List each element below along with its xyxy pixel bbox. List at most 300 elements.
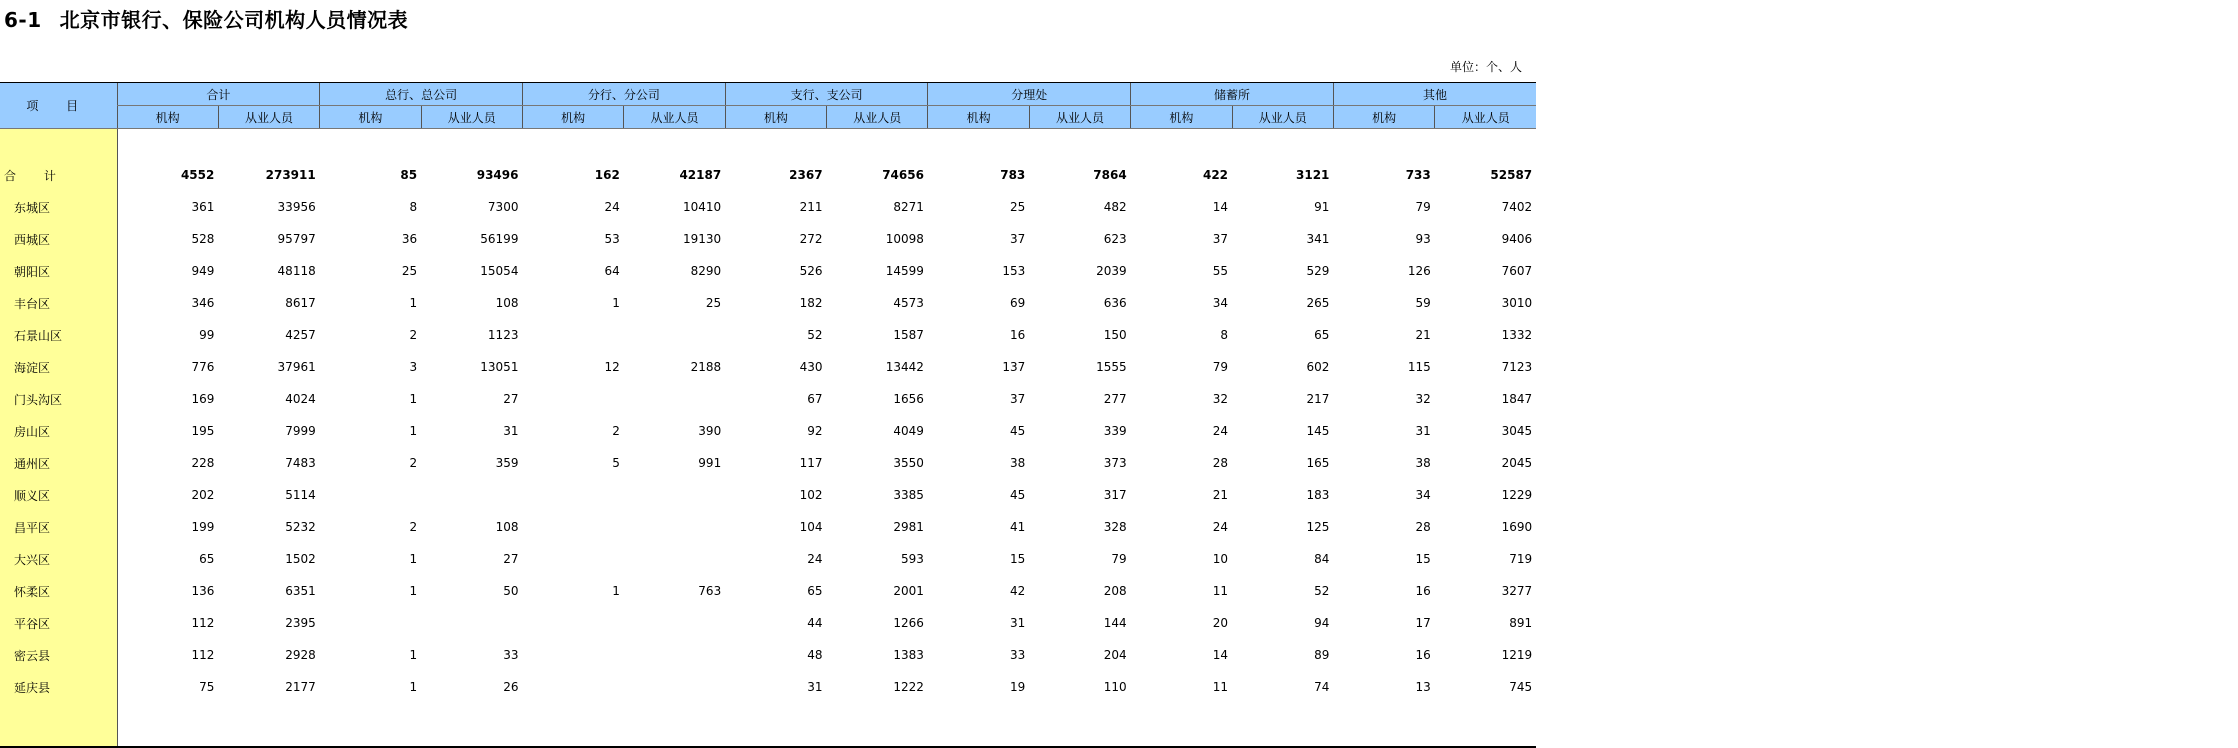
table-row [0, 223, 1536, 255]
cell-staff: 91 [1232, 191, 1333, 223]
total-row [0, 159, 1536, 191]
table-row [0, 511, 1536, 543]
cell-staff: 719 [1435, 543, 1536, 575]
cell-staff: 745 [1435, 671, 1536, 703]
header-staff: 从业人员 [1232, 106, 1333, 129]
cell-staff: 273911 [218, 159, 319, 191]
cell-staff: 89 [1232, 639, 1333, 671]
cell-institutions: 528 [117, 223, 218, 255]
header-institution: 机构 [1131, 106, 1232, 129]
cell-institutions: 14 [1131, 639, 1232, 671]
header-group: 其他 [1333, 83, 1536, 106]
cell-staff: 7999 [218, 415, 319, 447]
row-label: 合 计 [0, 159, 117, 191]
cell-staff: 7483 [218, 447, 319, 479]
cell-staff: 4049 [827, 415, 928, 447]
cell-staff: 50 [421, 575, 522, 607]
cell-institutions: 1 [320, 671, 421, 703]
cell-institutions: 20 [1131, 607, 1232, 639]
cell-institutions: 430 [725, 351, 826, 383]
cell-staff: 623 [1029, 223, 1130, 255]
header-institution: 机构 [928, 106, 1029, 129]
cell-institutions: 199 [117, 511, 218, 543]
cell-institutions: 195 [117, 415, 218, 447]
data-table [0, 82, 1536, 748]
cell-institutions: 79 [1131, 351, 1232, 383]
cell-staff: 150 [1029, 319, 1130, 351]
cell-staff: 7300 [421, 191, 522, 223]
cell-staff: 3385 [827, 479, 928, 511]
cell-institutions: 85 [320, 159, 421, 191]
cell-institutions: 75 [117, 671, 218, 703]
cell-staff: 5232 [218, 511, 319, 543]
cell-institutions: 34 [1131, 287, 1232, 319]
row-label: 西城区 [0, 223, 117, 255]
table-row [0, 639, 1536, 671]
cell-staff: 529 [1232, 255, 1333, 287]
row-label: 丰台区 [0, 287, 117, 319]
cell-staff: 3277 [1435, 575, 1536, 607]
cell-institutions: 126 [1333, 255, 1434, 287]
cell-staff: 1656 [827, 383, 928, 415]
row-label: 海淀区 [0, 351, 117, 383]
cell-institutions: 2 [320, 319, 421, 351]
cell-institutions: 16 [928, 319, 1029, 351]
cell-staff: 7123 [1435, 351, 1536, 383]
cell-institutions: 44 [725, 607, 826, 639]
cell-institutions [522, 479, 623, 511]
cell-staff: 328 [1029, 511, 1130, 543]
cell-staff: 1383 [827, 639, 928, 671]
cell-institutions: 2 [320, 511, 421, 543]
cell-staff [624, 543, 725, 575]
cell-institutions: 361 [117, 191, 218, 223]
row-label: 延庆县 [0, 671, 117, 703]
cell-institutions: 24 [1131, 415, 1232, 447]
cell-institutions: 14 [1131, 191, 1232, 223]
cell-institutions: 16 [1333, 575, 1434, 607]
header-group: 分行、分公司 [522, 83, 725, 106]
cell-institutions: 4552 [117, 159, 218, 191]
cell-institutions: 28 [1333, 511, 1434, 543]
cell-staff: 3045 [1435, 415, 1536, 447]
cell-institutions [522, 607, 623, 639]
cell-staff: 2045 [1435, 447, 1536, 479]
filler-row [0, 703, 1536, 747]
header-row-groups [0, 83, 1536, 106]
cell-institutions: 8 [320, 191, 421, 223]
cell-staff: 359 [421, 447, 522, 479]
cell-staff: 37961 [218, 351, 319, 383]
cell-staff: 2039 [1029, 255, 1130, 287]
header-group: 支行、支公司 [725, 83, 928, 106]
cell-institutions: 48 [725, 639, 826, 671]
cell-institutions: 37 [928, 223, 1029, 255]
table-row [0, 255, 1536, 287]
cell-staff: 5114 [218, 479, 319, 511]
header-staff: 从业人员 [827, 106, 928, 129]
cell-staff: 183 [1232, 479, 1333, 511]
cell-staff: 10098 [827, 223, 928, 255]
cell-institutions: 228 [117, 447, 218, 479]
cell-staff: 74 [1232, 671, 1333, 703]
cell-staff: 9406 [1435, 223, 1536, 255]
cell-institutions: 53 [522, 223, 623, 255]
table-row [0, 575, 1536, 607]
cell-institutions: 55 [1131, 255, 1232, 287]
row-label: 顺义区 [0, 479, 117, 511]
cell-institutions: 65 [725, 575, 826, 607]
header-group: 分理处 [928, 83, 1131, 106]
cell-institutions: 202 [117, 479, 218, 511]
table-number: 6-1 [4, 8, 42, 32]
cell-institutions: 136 [117, 575, 218, 607]
cell-institutions: 33 [928, 639, 1029, 671]
row-label: 东城区 [0, 191, 117, 223]
cell-institutions: 3 [320, 351, 421, 383]
cell-institutions [320, 479, 421, 511]
cell-staff [624, 319, 725, 351]
cell-institutions: 776 [117, 351, 218, 383]
cell-institutions: 1 [522, 575, 623, 607]
cell-institutions: 65 [117, 543, 218, 575]
cell-staff: 2188 [624, 351, 725, 383]
cell-institutions: 38 [928, 447, 1029, 479]
cell-institutions: 211 [725, 191, 826, 223]
row-label: 门头沟区 [0, 383, 117, 415]
cell-institutions: 2 [522, 415, 623, 447]
header-institution: 机构 [117, 106, 218, 129]
cell-staff: 4024 [218, 383, 319, 415]
cell-institutions: 15 [1333, 543, 1434, 575]
row-label: 朝阳区 [0, 255, 117, 287]
cell-institutions: 42 [928, 575, 1029, 607]
cell-staff: 265 [1232, 287, 1333, 319]
cell-staff: 339 [1029, 415, 1130, 447]
cell-staff: 4257 [218, 319, 319, 351]
cell-staff [624, 511, 725, 543]
cell-staff: 204 [1029, 639, 1130, 671]
cell-staff: 42187 [624, 159, 725, 191]
row-label: 密云县 [0, 639, 117, 671]
cell-institutions: 31 [928, 607, 1029, 639]
cell-institutions: 45 [928, 479, 1029, 511]
header-institution: 机构 [320, 106, 421, 129]
cell-institutions: 8 [1131, 319, 1232, 351]
cell-staff: 7607 [1435, 255, 1536, 287]
cell-staff: 1332 [1435, 319, 1536, 351]
header-institution: 机构 [1333, 106, 1434, 129]
cell-staff: 94 [1232, 607, 1333, 639]
cell-staff: 1690 [1435, 511, 1536, 543]
cell-institutions: 24 [1131, 511, 1232, 543]
cell-staff: 2001 [827, 575, 928, 607]
cell-institutions: 346 [117, 287, 218, 319]
cell-institutions: 12 [522, 351, 623, 383]
cell-staff: 217 [1232, 383, 1333, 415]
cell-institutions: 182 [725, 287, 826, 319]
cell-staff: 763 [624, 575, 725, 607]
cell-institutions [522, 511, 623, 543]
cell-staff: 52587 [1435, 159, 1536, 191]
cell-institutions: 93 [1333, 223, 1434, 255]
cell-staff: 1219 [1435, 639, 1536, 671]
header-staff: 从业人员 [218, 106, 319, 129]
cell-institutions: 31 [1333, 415, 1434, 447]
cell-institutions: 21 [1333, 319, 1434, 351]
cell-staff: 1123 [421, 319, 522, 351]
cell-staff [624, 607, 725, 639]
cell-institutions: 949 [117, 255, 218, 287]
cell-staff: 110 [1029, 671, 1130, 703]
row-label: 昌平区 [0, 511, 117, 543]
cell-staff: 31 [421, 415, 522, 447]
table-row [0, 447, 1536, 479]
cell-staff: 25 [624, 287, 725, 319]
cell-staff: 14599 [827, 255, 928, 287]
cell-staff: 27 [421, 543, 522, 575]
cell-institutions [522, 639, 623, 671]
cell-institutions: 11 [1131, 671, 1232, 703]
cell-staff: 277 [1029, 383, 1130, 415]
cell-institutions: 45 [928, 415, 1029, 447]
cell-staff: 144 [1029, 607, 1130, 639]
cell-institutions: 99 [117, 319, 218, 351]
row-label: 房山区 [0, 415, 117, 447]
cell-institutions: 2367 [725, 159, 826, 191]
cell-staff: 1587 [827, 319, 928, 351]
cell-staff: 317 [1029, 479, 1130, 511]
table-row [0, 543, 1536, 575]
row-label: 石景山区 [0, 319, 117, 351]
cell-staff: 10410 [624, 191, 725, 223]
cell-staff: 991 [624, 447, 725, 479]
cell-staff: 7864 [1029, 159, 1130, 191]
cell-institutions: 272 [725, 223, 826, 255]
cell-staff: 6351 [218, 575, 319, 607]
header-group: 总行、总公司 [320, 83, 523, 106]
table-title: 北京市银行、保险公司机构人员情况表 [60, 8, 409, 32]
cell-staff: 4573 [827, 287, 928, 319]
cell-institutions: 10 [1131, 543, 1232, 575]
table-row [0, 287, 1536, 319]
table-row [0, 415, 1536, 447]
header-row-sub [0, 106, 1536, 129]
cell-institutions: 11 [1131, 575, 1232, 607]
cell-staff: 208 [1029, 575, 1130, 607]
cell-staff: 602 [1232, 351, 1333, 383]
cell-institutions: 137 [928, 351, 1029, 383]
cell-institutions [320, 607, 421, 639]
cell-staff: 15054 [421, 255, 522, 287]
cell-institutions: 64 [522, 255, 623, 287]
header-staff: 从业人员 [624, 106, 725, 129]
cell-staff: 33956 [218, 191, 319, 223]
cell-staff: 3550 [827, 447, 928, 479]
cell-institutions: 162 [522, 159, 623, 191]
cell-institutions: 102 [725, 479, 826, 511]
cell-staff: 636 [1029, 287, 1130, 319]
row-label: 大兴区 [0, 543, 117, 575]
cell-institutions: 24 [725, 543, 826, 575]
cell-staff: 593 [827, 543, 928, 575]
header-staff: 从业人员 [421, 106, 522, 129]
table-row [0, 383, 1536, 415]
cell-institutions: 32 [1131, 383, 1232, 415]
cell-staff: 33 [421, 639, 522, 671]
header-staff: 从业人员 [1029, 106, 1130, 129]
cell-institutions: 31 [725, 671, 826, 703]
cell-staff [624, 479, 725, 511]
cell-staff [624, 671, 725, 703]
cell-institutions: 92 [725, 415, 826, 447]
cell-staff: 65 [1232, 319, 1333, 351]
cell-staff: 52 [1232, 575, 1333, 607]
cell-institutions: 38 [1333, 447, 1434, 479]
cell-institutions [522, 383, 623, 415]
page-title [4, 4, 408, 33]
cell-staff: 93496 [421, 159, 522, 191]
cell-staff: 2981 [827, 511, 928, 543]
cell-institutions: 1 [320, 575, 421, 607]
cell-institutions: 37 [1131, 223, 1232, 255]
cell-institutions: 117 [725, 447, 826, 479]
cell-staff: 13051 [421, 351, 522, 383]
table-row [0, 671, 1536, 703]
cell-institutions: 41 [928, 511, 1029, 543]
cell-staff: 84 [1232, 543, 1333, 575]
cell-institutions: 32 [1333, 383, 1434, 415]
table-row [0, 479, 1536, 511]
cell-staff: 341 [1232, 223, 1333, 255]
cell-staff: 13442 [827, 351, 928, 383]
cell-staff: 8271 [827, 191, 928, 223]
cell-institutions: 36 [320, 223, 421, 255]
cell-staff: 48118 [218, 255, 319, 287]
cell-institutions: 153 [928, 255, 1029, 287]
cell-institutions: 69 [928, 287, 1029, 319]
table-body [0, 129, 1536, 748]
cell-institutions: 783 [928, 159, 1029, 191]
cell-institutions: 59 [1333, 287, 1434, 319]
header-institution: 机构 [522, 106, 623, 129]
cell-staff [421, 479, 522, 511]
cell-institutions: 1 [320, 543, 421, 575]
cell-staff: 8617 [218, 287, 319, 319]
cell-staff: 1502 [218, 543, 319, 575]
cell-institutions [522, 319, 623, 351]
header-institution: 机构 [725, 106, 826, 129]
cell-institutions: 2 [320, 447, 421, 479]
cell-staff: 165 [1232, 447, 1333, 479]
cell-staff: 19130 [624, 223, 725, 255]
header-item: 项 目 [0, 83, 117, 129]
cell-staff: 3121 [1232, 159, 1333, 191]
cell-institutions: 115 [1333, 351, 1434, 383]
row-label: 通州区 [0, 447, 117, 479]
cell-staff: 7402 [1435, 191, 1536, 223]
cell-staff: 1555 [1029, 351, 1130, 383]
table-row [0, 351, 1536, 383]
cell-institutions: 34 [1333, 479, 1434, 511]
cell-institutions: 37 [928, 383, 1029, 415]
cell-institutions: 1 [320, 639, 421, 671]
cell-staff [421, 607, 522, 639]
header-group: 合计 [117, 83, 320, 106]
cell-staff [624, 639, 725, 671]
cell-staff: 1847 [1435, 383, 1536, 415]
cell-institutions: 1 [320, 415, 421, 447]
cell-staff: 2177 [218, 671, 319, 703]
cell-staff: 125 [1232, 511, 1333, 543]
row-label: 平谷区 [0, 607, 117, 639]
cell-institutions: 21 [1131, 479, 1232, 511]
cell-institutions: 79 [1333, 191, 1434, 223]
cell-staff: 27 [421, 383, 522, 415]
row-label: 怀柔区 [0, 575, 117, 607]
cell-institutions: 15 [928, 543, 1029, 575]
cell-institutions: 17 [1333, 607, 1434, 639]
cell-staff: 74656 [827, 159, 928, 191]
cell-institutions: 1 [320, 287, 421, 319]
cell-institutions: 25 [320, 255, 421, 287]
spacer-row [0, 129, 1536, 160]
table-row [0, 319, 1536, 351]
cell-staff: 2928 [218, 639, 319, 671]
header-group: 储蓄所 [1131, 83, 1334, 106]
cell-staff: 373 [1029, 447, 1130, 479]
cell-staff: 1222 [827, 671, 928, 703]
cell-staff: 8290 [624, 255, 725, 287]
cell-staff: 26 [421, 671, 522, 703]
cell-institutions: 526 [725, 255, 826, 287]
cell-institutions: 24 [522, 191, 623, 223]
cell-staff [624, 383, 725, 415]
table-row [0, 607, 1536, 639]
cell-institutions: 1 [320, 383, 421, 415]
cell-institutions: 67 [725, 383, 826, 415]
cell-institutions [522, 543, 623, 575]
cell-staff: 108 [421, 511, 522, 543]
header-staff: 从业人员 [1435, 106, 1536, 129]
cell-institutions: 28 [1131, 447, 1232, 479]
cell-institutions: 733 [1333, 159, 1434, 191]
cell-institutions: 52 [725, 319, 826, 351]
cell-institutions [522, 671, 623, 703]
cell-institutions: 25 [928, 191, 1029, 223]
cell-staff: 891 [1435, 607, 1536, 639]
cell-institutions: 16 [1333, 639, 1434, 671]
cell-staff: 390 [624, 415, 725, 447]
cell-institutions: 1 [522, 287, 623, 319]
cell-staff: 482 [1029, 191, 1130, 223]
cell-staff: 56199 [421, 223, 522, 255]
table-row [0, 191, 1536, 223]
cell-staff: 2395 [218, 607, 319, 639]
cell-institutions: 5 [522, 447, 623, 479]
cell-institutions: 13 [1333, 671, 1434, 703]
cell-staff: 145 [1232, 415, 1333, 447]
unit-label: 单位：个、人 [1450, 58, 1522, 75]
cell-institutions: 422 [1131, 159, 1232, 191]
cell-staff: 79 [1029, 543, 1130, 575]
cell-institutions: 112 [117, 607, 218, 639]
cell-institutions: 112 [117, 639, 218, 671]
cell-institutions: 19 [928, 671, 1029, 703]
cell-staff: 108 [421, 287, 522, 319]
cell-institutions: 104 [725, 511, 826, 543]
cell-staff: 1229 [1435, 479, 1536, 511]
